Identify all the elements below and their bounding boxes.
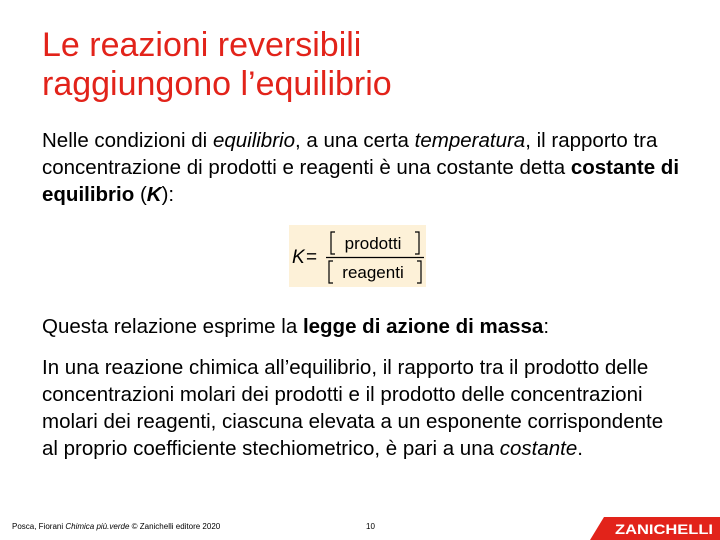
text-run: ( [134, 183, 147, 206]
formula-denominator: reagenti [342, 263, 404, 282]
italic-term-temperatura: temperatura [414, 129, 526, 152]
intro-paragraph [42, 127, 682, 208]
denominator-right-bracket [417, 261, 421, 283]
text-run: Questa relazione esprime la [42, 315, 303, 338]
credit-publisher: © Zanichelli editore 2020 [129, 522, 221, 531]
denominator-left-bracket [329, 261, 333, 283]
italic-term-equilibrio: equilibrio [212, 129, 295, 152]
title-line-1: Le reazioni reversibili [42, 26, 362, 64]
credit-book-title: Chimica più.verde [65, 522, 130, 531]
text-run: , a una certa [295, 129, 415, 152]
text-run: . [577, 437, 583, 460]
zanichelli-logo [590, 517, 720, 540]
text-run: ): [161, 183, 175, 206]
definition-paragraph [42, 354, 682, 462]
numerator-left-bracket [331, 232, 335, 254]
text-run: In una reazione chimica all’equilibrio, il rapporto tra il prodotto delle concentrazioni molari dei prodotti e il prodotto delle concentrazioni molari dei reagenti, ciascuna elevata a un esponente corrispondente al proprio coefficiente stechiometrico, è pari a una [42, 356, 664, 460]
formula-numerator: prodotti [344, 234, 402, 253]
page-number: 10 [366, 522, 375, 531]
italic-term-costante: costante [499, 437, 578, 460]
bold-term-legge-azione-massa: legge di azione di massa [302, 315, 544, 338]
numerator-right-bracket [415, 232, 419, 254]
credit-authors: Posca, Fiorani [12, 522, 66, 531]
slide-title [42, 26, 682, 104]
bold-term-costante-di-equilibrio: costante di equilibrio [42, 156, 680, 206]
title-line-2: raggiungono l’equilibrio [42, 65, 392, 103]
equilibrium-constant-formula [289, 225, 426, 287]
mass-action-paragraph [42, 313, 682, 340]
logo-corner-notch [590, 517, 604, 540]
text-run: , il rapporto tra concentrazione di prodotti e reagenti è una costante detta [42, 129, 658, 179]
text-run: : [543, 315, 550, 338]
footer-credit [12, 522, 220, 532]
text-run: Nelle condizioni di [42, 129, 213, 152]
formula-lhs-k: K [292, 247, 305, 268]
formula-equals-sign: = [306, 247, 318, 268]
logo-wordmark: ZANICHELLI [615, 521, 713, 537]
bold-italic-symbol-k: K [146, 183, 162, 206]
